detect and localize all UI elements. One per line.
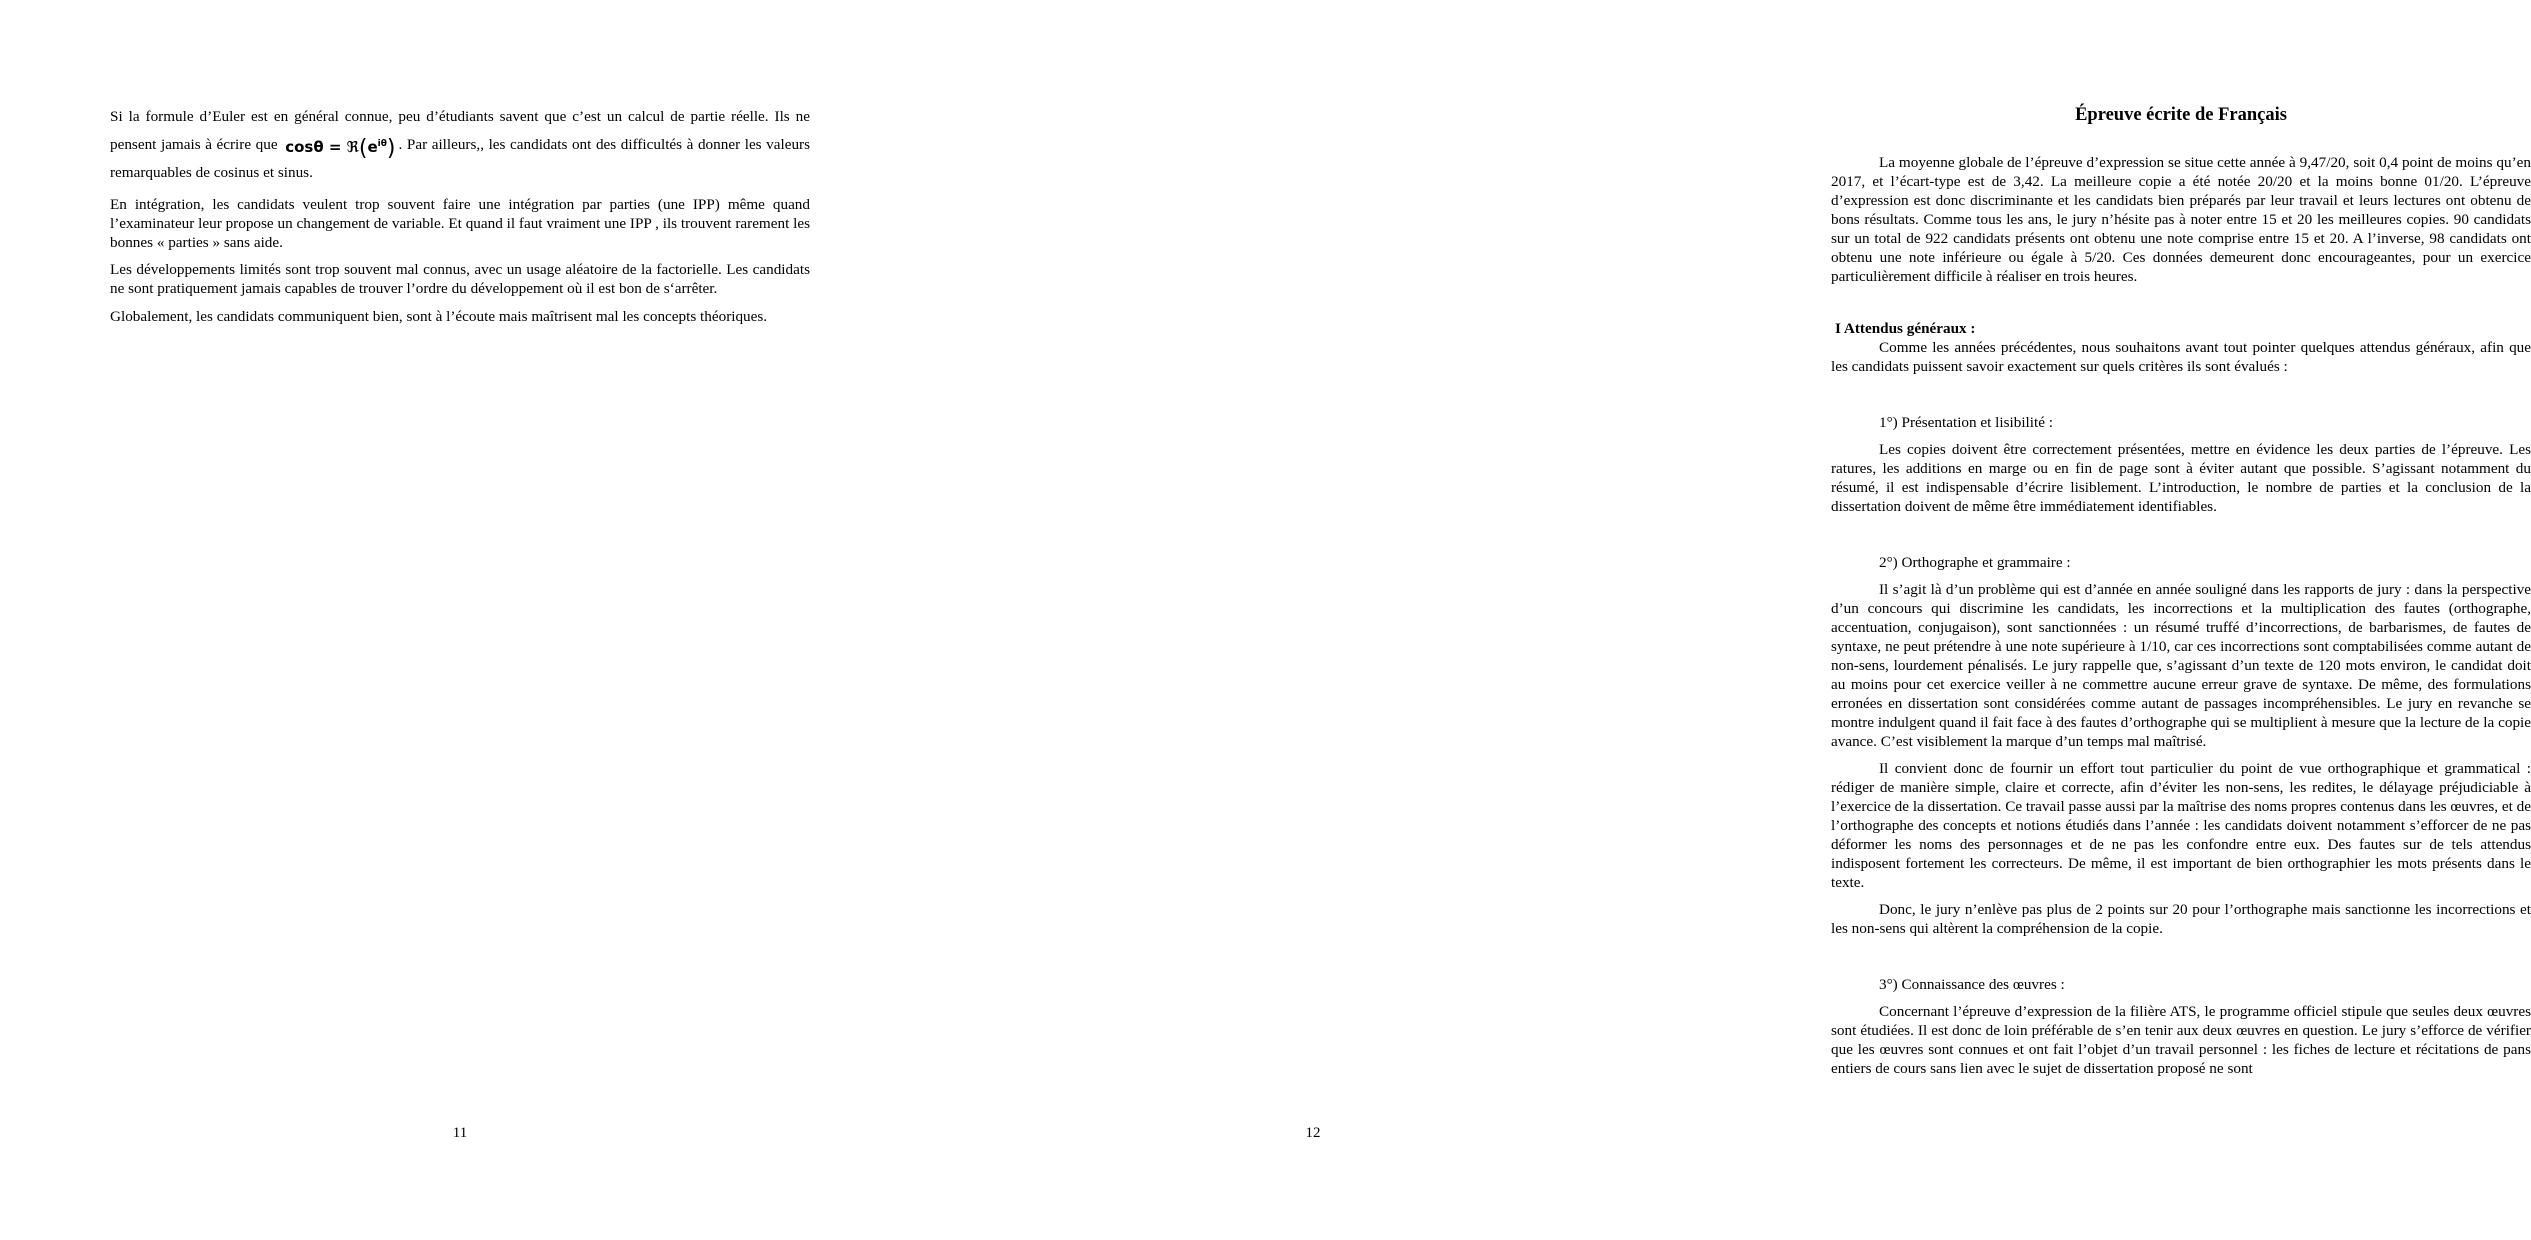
subsection-title-oeuvres: 3°) Connaissance des œuvres : bbox=[1879, 976, 2065, 993]
page-title: Épreuve écrite de Français bbox=[2075, 105, 2287, 125]
orthographe-paragraph-2: Il convient donc de fournir un effort tout particulier du point de vue orthographique et grammatical : rédiger de manière simple, claire et correcte, afin d’éviter les non-sens, les redites, le délayage préjudiciable à l’exercice de la dissertation. Ce travail passe aussi par la maîtrise des noms propres contenus dans les œuvres, et de l’orthographe des concepts et notions étudiés dans l’année : les candidats doivent notamment s’efforcer de ne pas déformer les noms des personnages et de ne pas les confondre entre eux. Des fautes sur de tels attendus indisposent fortement les correcteurs. De même, il est important de bien orthographier les mots présents dans le texte. bbox=[1831, 760, 2531, 891]
subsection-title-orthographe: 2°) Orthographe et grammaire : bbox=[1879, 554, 2071, 571]
euler-formula bbox=[282, 135, 398, 161]
euler-paragraph-text-start: Si la formule d’Euler est en général connue, peu d’étudiants savent que c’est un calcul de partie réelle. Ils ne pensent jamais à écrire que bbox=[110, 108, 810, 153]
page-number-right: 12 bbox=[1305, 1125, 1321, 1141]
right-page bbox=[877, 0, 2531, 1240]
subsection-title-presentation: 1°) Présentation et lisibilité : bbox=[1879, 414, 2053, 431]
left-page-body bbox=[110, 103, 810, 336]
left-page bbox=[0, 0, 877, 1240]
right-page-body bbox=[1831, 103, 2531, 1078]
summary-paragraph: Globalement, les candidats communiquent bien, sont à l’écoute mais maîtrisent mal les concepts théoriques. bbox=[110, 307, 768, 325]
formula-base: e bbox=[367, 138, 378, 156]
formula-close-paren: ) bbox=[386, 136, 396, 161]
formula-open-paren: ( bbox=[358, 136, 368, 161]
integration-paragraph: En intégration, les candidats veulent trop souvent faire une intégration par parties (une IPP) même quand l’examinateur leur propose un changement de variable. Et quand il faut vraiment une IPP , ils trouvent rarement les bonnes « parties » sans aide. bbox=[110, 196, 810, 251]
orthographe-paragraph-1: Il s’agit là d’un problème qui est d’année en année souligné dans les rapports de jury : dans la perspective d’un concours qui discrimine les candidats, les incorrections et la multiplication des fautes (orthographe, accentuation, conjugaison), sont sanctionnées : un résumé truffé d’incorrections, de barbarismes, de fautes de syntaxe, ne peut prétendre à une note supérieure à 1/10, car ces incorrections sont comptabilisées comme autant de non-sens, lourdement pénalisés. Le jury rappelle que, s’agissant d’un texte de 120 mots environ, le candidat doit au moins pour cet exercice veiller à ne commettre aucune erreur grave de syntaxe. De même, des formulations erronées en dissertation sont considérées comme autant de passages incompréhensibles. Le jury en revanche se montre indulgent quand il fait face à des fautes d’orthographe qui se multiplient à mesure que la lecture de la copie avance. C’est visiblement la marque d’un temps mal maîtrisé. bbox=[1831, 581, 2531, 750]
developments-paragraph: Les développements limités sont trop souvent mal connus, avec un usage aléatoire de la factorielle. Les candidats ne sont pratiquement jamais capables de trouver l’ordre du développement où il est bon de s‘arrêter. bbox=[110, 261, 810, 298]
oeuvres-paragraph: Concernant l’épreuve d’expression de la filière ATS, le programme officiel stipule que seules deux œuvres sont étudiées. Il est donc de loin préférable de s’en tenir aux deux œuvres en question. Le jury s’efforce de vérifier que les œuvres sont connues et ont fait l’objet d’un travail personnel : les fiches de lecture et récitations de pans entiers de cours sans lien avec le sujet de dissertation proposé ne sont bbox=[1831, 1003, 2531, 1077]
presentation-paragraph: Les copies doivent être correctement présentées, mettre en évidence les deux parties de l’épreuve. Les ratures, les additions en marge ou en fin de page sont à éviter autant que possible. S’agissant notamment du résumé, il est indispensable d’écrire lisiblement. L’introduction, le nombre de parties et la conclusion de la dissertation doivent de même être immédiatement identifiables. bbox=[1831, 441, 2531, 515]
section-intro-paragraph: Comme les années précédentes, nous souhaitons avant tout pointer quelques attendus généraux, afin que les candidats puissent savoir exactement sur quels critères ils sont évalués : bbox=[1831, 339, 2531, 375]
orthographe-paragraph-3: Donc, le jury n’enlève pas plus de 2 points sur 20 pour l’orthographe mais sanctionne les incorrections et les non-sens qui altèrent la compréhension de la copie. bbox=[1831, 901, 2531, 937]
euler-paragraph-text-end: . Par ailleurs,, les candidats ont des difficultés à donner les valeurs remarquables de cosinus et sinus. bbox=[110, 136, 811, 181]
formula-exponent: iθ bbox=[377, 139, 387, 149]
page-number-left: 11 bbox=[452, 1125, 468, 1141]
section-title-attendus: I Attendus généraux : bbox=[1835, 320, 1976, 337]
formula-lhs: cosθ = ℜ bbox=[285, 138, 359, 156]
euler-paragraph bbox=[110, 103, 810, 187]
intro-paragraph: La moyenne globale de l’épreuve d’expression se situe cette année à 9,47/20, soit 0,4 point de moins qu’en 2017, et l’écart-type est de 3,42. La meilleure copie a été notée 20/20 et la moins bonne 01/20. L’épreuve d’expression est donc discriminante et les candidats bien préparés par leur travail et leurs lectures ont obtenu de bons résultats. Comme tous les ans, le jury n’hésite pas à noter entre 15 et 20 les meilleures copies. 90 candidats sur un total de 922 candidats présents ont obtenu une note comprise entre 15 et 20. A l’inverse, 98 candidats ont obtenu une note inférieure ou égale à 5/20. Ces données demeurent donc encourageantes, pour un exercice particulièrement difficile à réaliser en trois heures. bbox=[1831, 154, 2531, 285]
